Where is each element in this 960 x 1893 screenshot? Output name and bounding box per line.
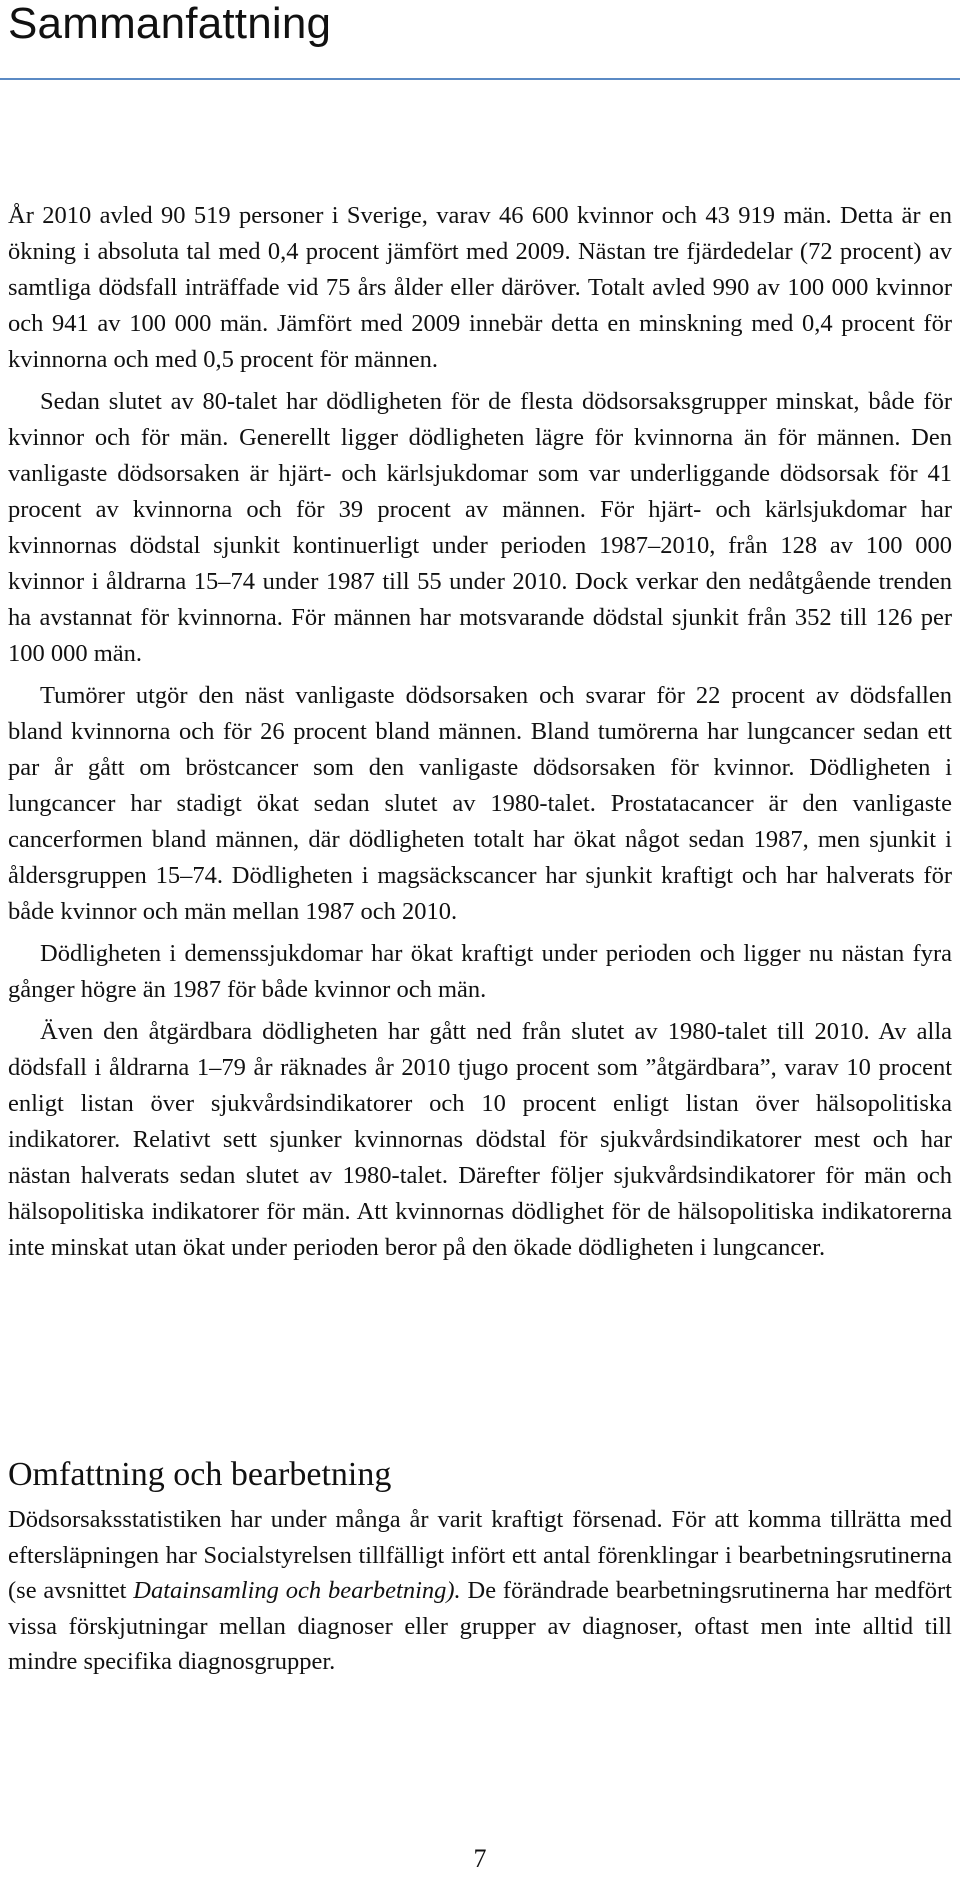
title-divider (0, 78, 960, 80)
section-reference-italic: Datainsamling och bearbetning). (133, 1577, 461, 1604)
summary-paragraph: Även den åtgärdbara dödligheten har gått ned från slutet av 1980-talet till 2010. Av alla dödsfall i åldrarna 1–79 år räknades år 2010 tjugo procent som ”åtgärdbara”, varav 10 procent enligt listan över sjukvårdsindikatorer och 10 procent enligt listan över hälsopolitiska indikatorer. Relativt sett sjunker kvinnornas dödstal för sjukvårdsindikatorer mest och har nästan halverats sedan slutet av 1980-talet. Därefter följer sjukvårdsindikatorer för män och hälsopolitiska indikatorer för män. Att kvinnornas dödlighet för de hälsopolitiska indikatorerna inte minskat utan ökat under perioden beror på den ökade dödligheten i lungcancer. (8, 1018, 952, 1261)
scope-section (8, 1452, 952, 1680)
page-number: 7 (473, 1844, 487, 1873)
summary-paragraph: Sedan slutet av 80-talet har dödligheten för de flesta dödsorsaksgrupper minskat, både för kvinnor och för män. Generellt ligger dödligheten lägre för kvinnorna än för männen. Den vanligaste dödsorsaken är hjärt- och kärlsjukdomar som var underliggande dödsorsak för 41 procent av kvinnorna och för 39 procent av männen. För hjärt- och kärlsjukdomar har kvinnornas dödstal sjunkit kontinuerligt under perioden 1987–2010, från 128 av 100 000 kvinnor i åldrarna 15–74 under 1987 till 55 under 2010. Dock verkar den nedåtgående trenden ha avstannat för kvinnorna. För männen har motsvarande dödstal sjunkit från 352 till 126 per 100 000 män. (8, 388, 952, 667)
summary-paragraph: År 2010 avled 90 519 personer i Sverige, varav 46 600 kvinnor och 43 919 män. Detta är en ökning i absoluta tal med 0,4 procent jämfört med 2009. Nästan tre fjärdedelar (72 procent) av samtliga dödsfall inträffade vid 75 års ålder eller däröver. Totalt avled 990 av 100 000 kvinnor och 941 av 100 000 män. Jämfört med 2009 innebär detta en minskning med 0,4 procent för kvinnorna och med 0,5 procent för männen. (8, 202, 952, 373)
page-title: Sammanfattning (8, 0, 332, 48)
summary-paragraph: Dödligheten i demenssjukdomar har ökat kraftigt under perioden och ligger nu nästan fyra gånger högre än 1987 för både kvinnor och män. (8, 940, 952, 1003)
section-text-after: De förändrade bearbetningsrutinerna har medfört vissa förskjutningar mellan diagnoser eller grupper av diagnoser, oftast men inte alltid till mindre specifika diagnosgrupper. (8, 1577, 952, 1675)
section-heading: Omfattning och bearbetning (8, 1456, 392, 1493)
section-text-before: Dödsorsaksstatistiken har under många år varit kraftigt försenad. För att komma tillrätta med eftersläpningen har Socialstyrelsen tillfälligt infört ett antal förenklingar i bearbetningsrutinerna (se avsnittet (8, 1506, 952, 1604)
summary-paragraph: Tumörer utgör den näst vanligaste dödsorsaken och svarar för 22 procent av dödsfallen bland kvinnorna och för 26 procent bland männen. Bland tumörerna har lungcancer sedan ett par år gått om bröstcancer som den vanligaste dödsorsaken för kvinnor. Dödligheten i lungcancer har stadigt ökat sedan slutet av 1980-talet. Prostatacancer är den vanligaste cancerformen bland männen, där dödligheten totalt har ökat något sedan 1987, men sjunkit i åldersgruppen 15–74. Dödligheten i magsäckscancer har sjunkit kraftigt och har halverats för både kvinnor och män mellan 1987 och 2010. (8, 682, 952, 925)
section-paragraph (8, 1502, 952, 1680)
summary-body (8, 198, 952, 1272)
